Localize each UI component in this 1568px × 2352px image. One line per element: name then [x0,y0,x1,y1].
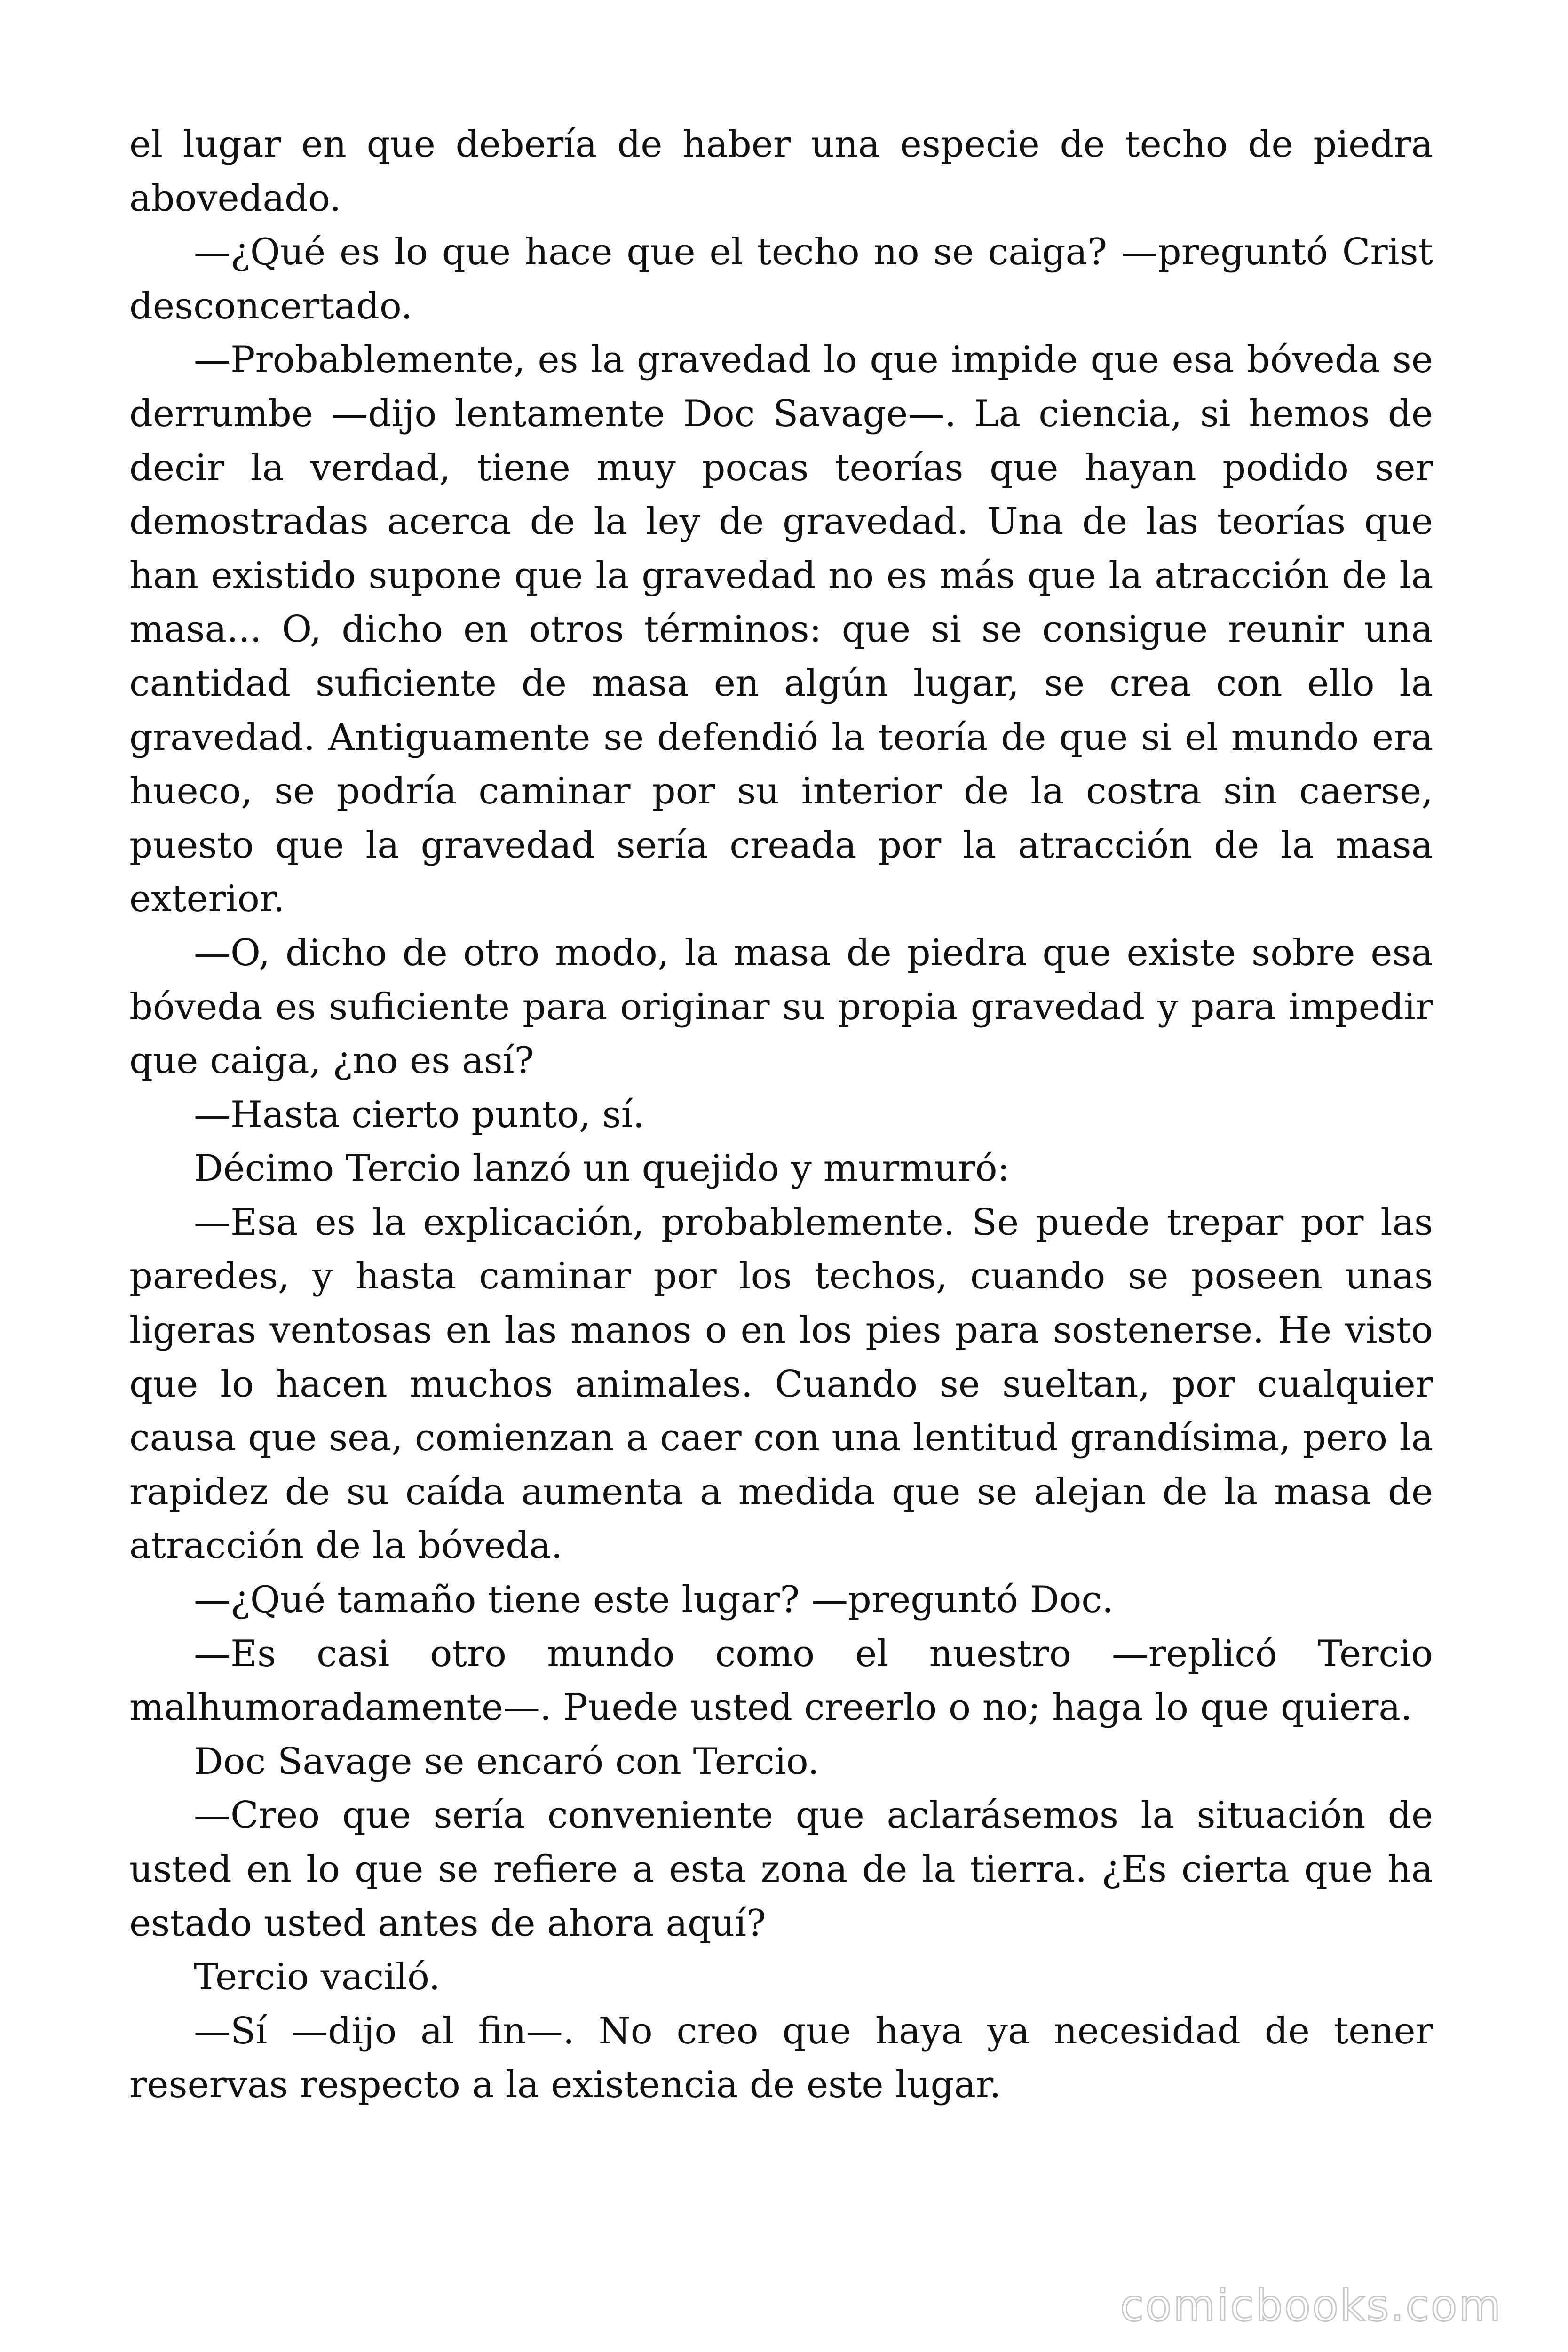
paragraph: Décimo Tercio lanzó un quejido y murmuró: [194,1147,1010,1190]
paragraph: —Hasta cierto punto, sí. [194,1093,645,1136]
paragraph-continuation: el lugar en que debería de haber una especie de techo de piedra abovedado. [129,123,1433,220]
page-body [129,118,1433,2112]
paragraph: —¿Qué es lo que hace que el techo no se caiga? —preguntó Crist desconcertado. [129,231,1433,327]
paragraph: —¿Qué tamaño tiene este lugar? —preguntó Doc. [194,1579,1114,1621]
paragraph: —Creo que sería conveniente que aclarásemos la situación de usted en lo que se refiere a esta zona de la tierra. ¿Es cierta que ha estado usted antes de ahora aquí? [129,1794,1433,1945]
paragraph: —O, dicho de otro modo, la masa de piedra que existe sobre esa bóveda es suficiente para originar su propia gravedad y para impedir que caiga, ¿no es así? [129,931,1433,1082]
paragraph: —Esa es la explicación, probablemente. Se puede trepar por las paredes, y hasta caminar por los techos, cuando se poseen unas ligeras ventosas en las manos o en los pies para sostenerse. He visto que lo hacen muchos animales. Cuando se sueltan, por cualquier causa que sea, comienzan a caer con una lentitud grandísima, pero la rapidez de su caída aumenta a medida que se alejan de la masa de atracción de la bóveda. [129,1201,1433,1567]
paragraph: —Probablemente, es la gravedad lo que impide que esa bóveda se derrumbe —dijo lentamente Doc Savage—. La ciencia, si hemos de decir la verdad, tiene muy pocas teorías que hayan podido ser demostradas acerca de la ley de gravedad. Una de las teorías que han existido supone que la gravedad no es más que la atracción de la masa... O, dicho en otros términos: que si se consigue reunir una cantidad suficiente de masa en algún lugar, se crea con ello la gravedad. Antiguamente se defendió la teoría de que si el mundo era hueco, se podría caminar por su interior de la costra sin caerse, puesto que la gravedad sería creada por la atracción de la masa exterior. [129,339,1433,921]
paragraph: Doc Savage se encaró con Tercio. [194,1740,820,1783]
paragraph: —Es casi otro mundo como el nuestro —replicó Tercio malhumoradamente—. Puede usted creerlo o no; haga lo que quiera. [129,1632,1433,1729]
paragraph: —Sí —dijo al fin—. No creo que haya ya necesidad de tener reservas respecto a la existencia de este lugar. [129,2010,1433,2106]
paragraph: Tercio vaciló. [194,1956,441,1999]
watermark: comicbooks.com [1120,2280,1502,2331]
